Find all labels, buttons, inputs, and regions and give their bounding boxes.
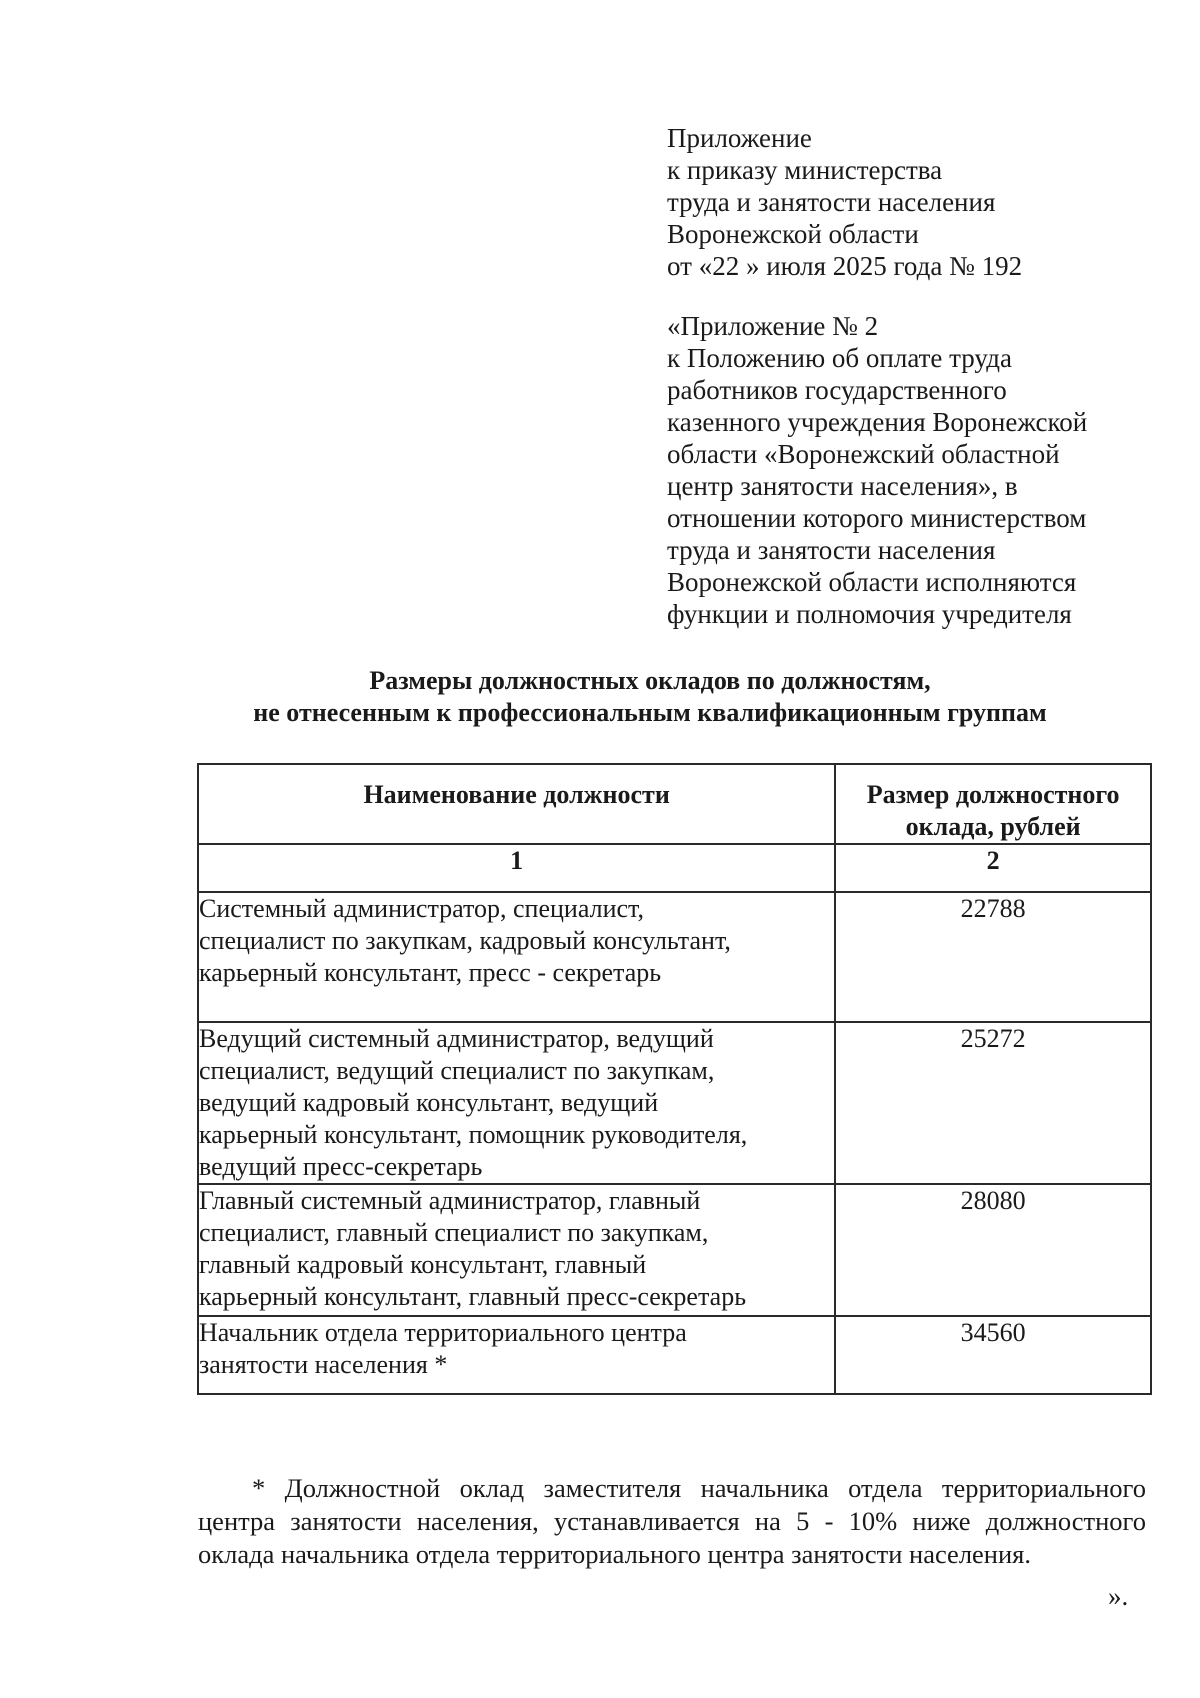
appendix-line: «Приложение № 2 [667,311,879,341]
appendix-line: центр занятости населения», в [667,471,1018,501]
column-number-row [198,844,1151,892]
appendix-line: труда и занятости населения [667,535,996,565]
footnote-line: * Должностной оклад заместителя начальника отдела территориального [252,1473,1146,1503]
appendix-line: работников государственного [667,375,1007,405]
title-line: Размеры должностных окладов по должностям, [369,666,931,695]
order-annex-reference [667,122,1127,282]
annex-line: Приложение [667,123,812,153]
regulation-appendix-reference [667,310,1127,630]
appendix-line: отношении которого министерством [667,503,1087,533]
appendix-line: функции и полномочия учредителя [667,599,1072,629]
appendix-line: области «Воронежский областной [667,439,1060,469]
salary-value: 22788 [835,892,1151,1022]
title-line: не отнесенным к профессиональным квалификационным группам [253,698,1047,727]
appendix-line: к Положению об оплате труда [667,343,1012,373]
appendix-line: казенного учреждения Воронежской [667,407,1088,437]
footnote-line: оклада начальника отдела территориального центра занятости населения. [198,1539,1031,1569]
position-name: Начальник отдела территориального центра занятости населения * [198,1316,835,1394]
header-position: Наименование должности [198,764,835,844]
position-name: Главный системный администратор, главный специалист, главный специалист по закупкам, главный кадровый консультант, главный карьерный консультант, главный пресс-секретарь [198,1184,835,1316]
annex-line: к приказу министерства [667,155,943,185]
table-header-row [198,764,1151,844]
salary-value: 25272 [835,1022,1151,1184]
column-number: 1 [198,844,835,892]
footnote-line: центра занятости населения, устанавливается на 5 - 10% ниже должностного [198,1506,1146,1536]
salary-table [197,763,1152,1395]
document-title [150,665,1150,729]
header-salary: Размер должностного оклада, рублей [835,764,1151,844]
closing-quote-mark: ». [1108,1581,1129,1611]
annex-order-date-number: от «22 » июля 2025 года № 192 [667,251,1023,281]
table-row [198,1316,1151,1394]
table-row [198,1022,1151,1184]
position-name: Системный администратор, специалист, специалист по закупкам, кадровый консультант, карьерный консультант, пресс - секретарь [198,892,835,1022]
salary-value: 28080 [835,1184,1151,1316]
appendix-line: Воронежской области исполняются [667,567,1077,597]
footnote [198,1472,1146,1571]
table-row [198,892,1151,1022]
salary-value: 34560 [835,1316,1151,1394]
annex-line: труда и занятости населения [667,187,996,217]
position-name: Ведущий системный администратор, ведущий специалист, ведущий специалист по закупкам, ведущий кадровый консультант, ведущий карьерный консультант, помощник руководителя, ведущий пресс-секретарь [198,1022,835,1184]
table-row [198,1184,1151,1316]
annex-line: Воронежской области [667,219,919,249]
column-number: 2 [835,844,1151,892]
